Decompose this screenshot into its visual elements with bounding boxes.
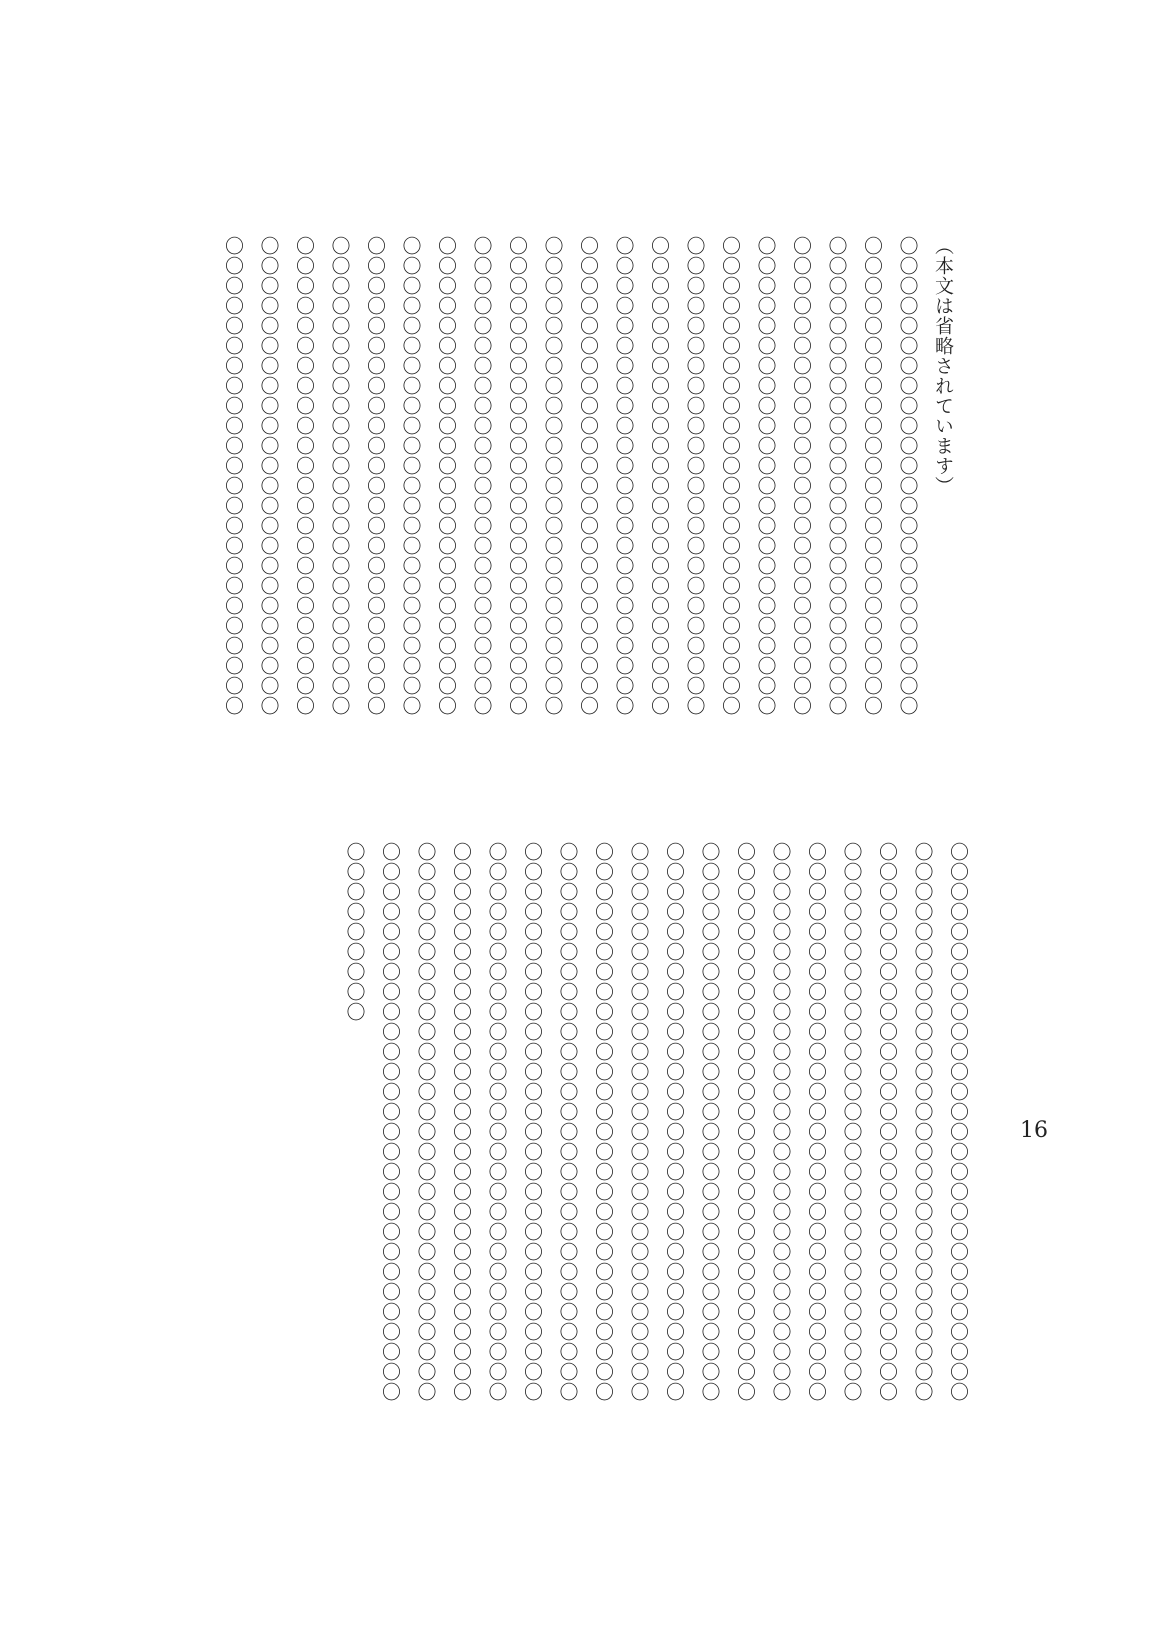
text-line: 〇〇〇〇〇〇〇〇〇〇〇〇〇〇〇〇〇〇〇〇〇〇〇〇 <box>683 236 706 716</box>
text-line: 〇〇〇〇〇〇〇〇〇〇〇〇〇〇〇〇〇〇〇〇〇〇〇〇〇〇〇〇 <box>450 842 472 1402</box>
text-line: 〇〇〇〇〇〇〇〇〇〇〇〇〇〇〇〇〇〇〇〇〇〇〇〇〇〇〇〇 <box>592 842 614 1402</box>
text-line: 〇〇〇〇〇〇〇〇〇〇〇〇〇〇〇〇〇〇〇〇〇〇〇〇〇〇〇〇 <box>414 842 437 1402</box>
text-line: 〇〇〇〇〇〇〇〇〇〇〇〇〇〇〇〇〇〇〇〇〇〇〇〇〇〇〇〇 <box>947 842 969 1402</box>
text-line: 〇〇〇〇〇〇〇〇〇〇〇〇〇〇〇〇〇〇〇〇〇〇〇〇〇〇〇〇 <box>556 842 579 1402</box>
text-line: 〇〇〇〇〇〇〇〇〇〇〇〇〇〇〇〇〇〇〇〇〇〇〇〇 <box>577 236 599 716</box>
text-line: 〇〇〇〇〇〇〇〇〇〇〇〇〇〇〇〇〇〇〇〇〇〇〇〇 <box>896 236 919 716</box>
text-line: 〇〇〇〇〇〇〇〇〇〇〇〇〇〇〇〇〇〇〇〇〇〇〇〇 <box>861 236 883 716</box>
text-line: 〇〇〇〇〇〇〇〇〇〇〇〇〇〇〇〇〇〇〇〇〇〇〇〇 <box>825 236 848 716</box>
text-line: 〇〇〇〇〇〇〇〇〇〇〇〇〇〇〇〇〇〇〇〇〇〇〇〇〇〇〇〇 <box>876 842 898 1402</box>
text-line: 〇〇〇〇〇〇〇〇〇〇〇〇〇〇〇〇〇〇〇〇〇〇〇〇〇〇〇〇 <box>769 842 792 1402</box>
text-line: 〇〇〇〇〇〇〇〇〇〇〇〇〇〇〇〇〇〇〇〇〇〇〇〇 <box>648 236 670 716</box>
text-line: 〇〇〇〇〇〇〇〇〇〇〇〇〇〇〇〇〇〇〇〇〇〇〇〇〇〇〇〇 <box>627 842 650 1402</box>
text-line: 〇〇〇〇〇〇〇〇〇〇〇〇〇〇〇〇〇〇〇〇〇〇〇〇 <box>612 236 635 716</box>
text-line: 〇〇〇〇〇〇〇〇〇〇〇〇〇〇〇〇〇〇〇〇〇〇〇〇 <box>541 236 564 716</box>
text-line: 〇〇〇〇〇〇〇〇〇 <box>343 842 366 1022</box>
text-line: 〇〇〇〇〇〇〇〇〇〇〇〇〇〇〇〇〇〇〇〇〇〇〇〇 <box>754 236 777 716</box>
text-line: （本文は省略されています） <box>932 236 954 496</box>
text-line: 〇〇〇〇〇〇〇〇〇〇〇〇〇〇〇〇〇〇〇〇〇〇〇〇 <box>790 236 812 716</box>
text-line: 〇〇〇〇〇〇〇〇〇〇〇〇〇〇〇〇〇〇〇〇〇〇〇〇 <box>506 236 528 716</box>
text-line: 〇〇〇〇〇〇〇〇〇〇〇〇〇〇〇〇〇〇〇〇〇〇〇〇〇〇〇〇 <box>911 842 934 1402</box>
page-number: 16 <box>1020 1118 1048 1143</box>
text-block-top <box>215 236 961 751</box>
text-line: 〇〇〇〇〇〇〇〇〇〇〇〇〇〇〇〇〇〇〇〇〇〇〇〇 <box>435 236 457 716</box>
text-line: 〇〇〇〇〇〇〇〇〇〇〇〇〇〇〇〇〇〇〇〇〇〇〇〇 <box>470 236 493 716</box>
text-line: 〇〇〇〇〇〇〇〇〇〇〇〇〇〇〇〇〇〇〇〇〇〇〇〇〇〇〇〇 <box>698 842 721 1402</box>
text-block-bottom <box>336 842 975 1427</box>
text-line: 〇〇〇〇〇〇〇〇〇〇〇〇〇〇〇〇〇〇〇〇〇〇〇〇 <box>719 236 741 716</box>
text-line: 〇〇〇〇〇〇〇〇〇〇〇〇〇〇〇〇〇〇〇〇〇〇〇〇 <box>293 236 315 716</box>
text-line: 〇〇〇〇〇〇〇〇〇〇〇〇〇〇〇〇〇〇〇〇〇〇〇〇 <box>364 236 386 716</box>
text-line: 〇〇〇〇〇〇〇〇〇〇〇〇〇〇〇〇〇〇〇〇〇〇〇〇〇〇〇〇 <box>840 842 863 1402</box>
text-line: 〇〇〇〇〇〇〇〇〇〇〇〇〇〇〇〇〇〇〇〇〇〇〇〇〇〇〇〇 <box>734 842 756 1402</box>
text-line: 〇〇〇〇〇〇〇〇〇〇〇〇〇〇〇〇〇〇〇〇〇〇〇〇〇〇〇〇 <box>485 842 508 1402</box>
text-line: 〇〇〇〇〇〇〇〇〇〇〇〇〇〇〇〇〇〇〇〇〇〇〇〇〇〇〇〇 <box>805 842 827 1402</box>
text-line: 〇〇〇〇〇〇〇〇〇〇〇〇〇〇〇〇〇〇〇〇〇〇〇〇〇〇〇〇 <box>521 842 543 1402</box>
text-line: 〇〇〇〇〇〇〇〇〇〇〇〇〇〇〇〇〇〇〇〇〇〇〇〇 <box>257 236 280 716</box>
text-line: 〇〇〇〇〇〇〇〇〇〇〇〇〇〇〇〇〇〇〇〇〇〇〇〇 <box>222 236 244 716</box>
text-line: 〇〇〇〇〇〇〇〇〇〇〇〇〇〇〇〇〇〇〇〇〇〇〇〇 <box>399 236 422 716</box>
text-line: 〇〇〇〇〇〇〇〇〇〇〇〇〇〇〇〇〇〇〇〇〇〇〇〇〇〇〇〇 <box>663 842 685 1402</box>
text-line: 〇〇〇〇〇〇〇〇〇〇〇〇〇〇〇〇〇〇〇〇〇〇〇〇〇〇〇〇 <box>379 842 401 1402</box>
text-line: 〇〇〇〇〇〇〇〇〇〇〇〇〇〇〇〇〇〇〇〇〇〇〇〇 <box>328 236 351 716</box>
